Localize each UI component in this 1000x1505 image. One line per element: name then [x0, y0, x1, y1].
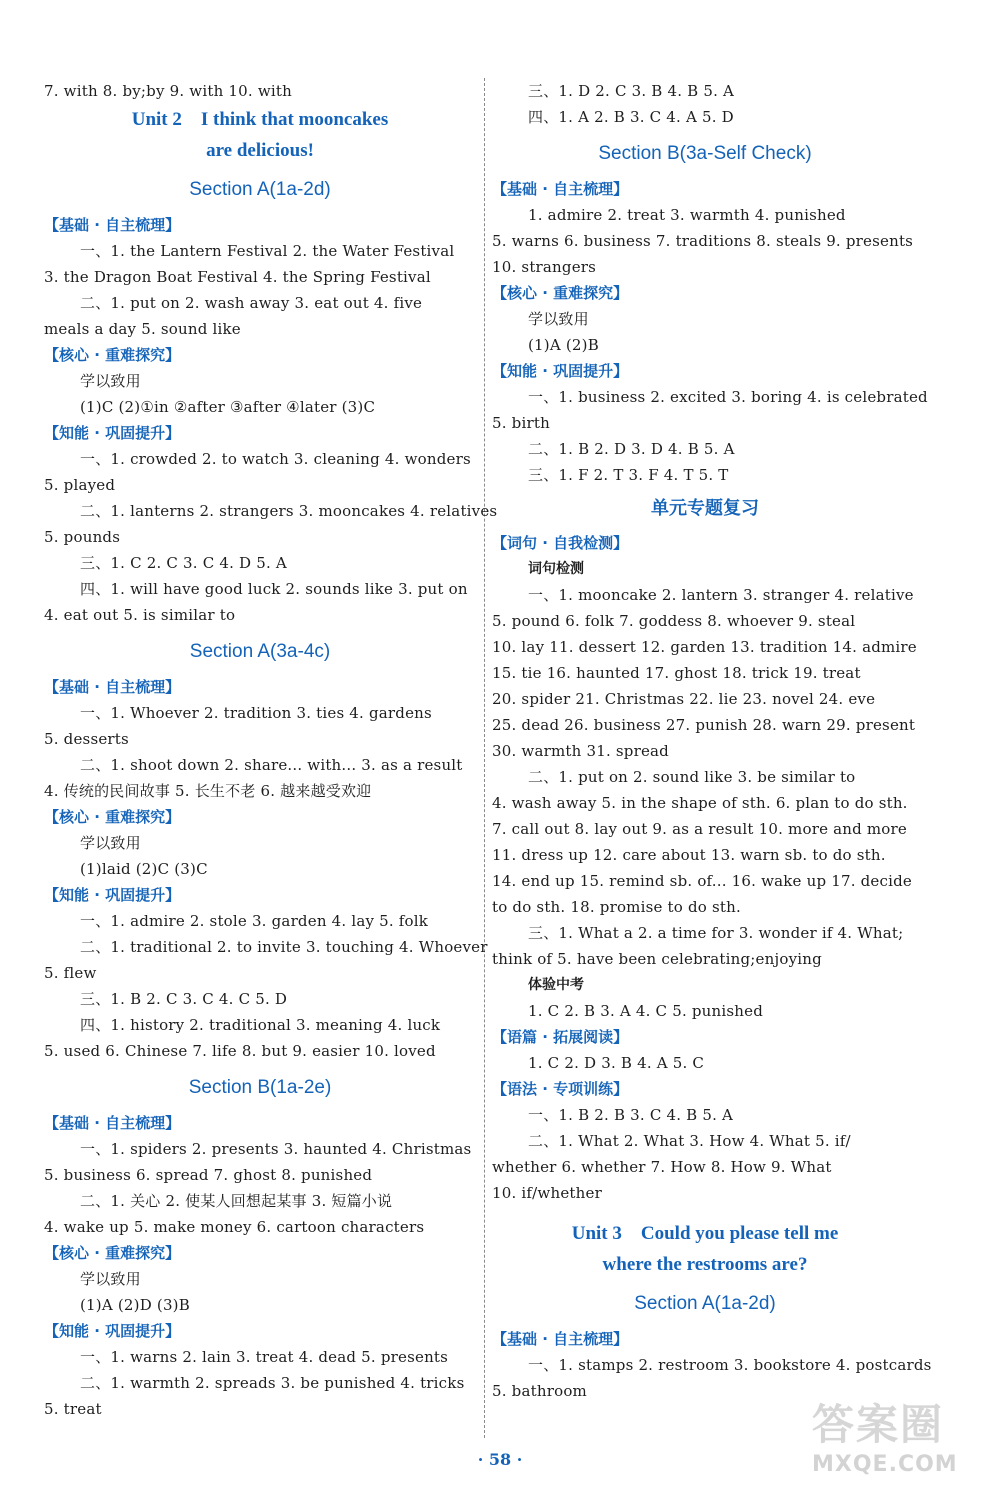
answer-line: 10. strangers — [492, 258, 597, 276]
category-tag: 【语法 · 专项训练】 — [492, 1080, 629, 1098]
answer-line: 三、1. What a 2. a time for 3. wonder if 4. What; — [528, 924, 904, 942]
answer-line: (1)laid (2)C (3)C — [80, 860, 208, 878]
answer-line: 一、1. business 2. excited 3. boring 4. is celebrated — [528, 388, 928, 406]
answer-line: whether 6. whether 7. How 8. How 9. What — [492, 1158, 832, 1176]
category-tag: 【知能 · 巩固提升】 — [492, 362, 629, 380]
answer-line: 4. 传统的民间故事 5. 长生不老 6. 越来越受欢迎 — [44, 782, 372, 800]
answer-line: 5. desserts — [44, 730, 129, 748]
watermark-url: MXQE.COM — [812, 1452, 958, 1477]
unit-review-heading: 单元专题复习 — [651, 498, 759, 519]
answer-line: 5. pound 6. folk 7. goddess 8. whoever 9. steal — [492, 612, 856, 630]
answer-line: 三、1. B 2. C 3. C 4. C 5. D — [80, 990, 288, 1008]
answer-line: 15. tie 16. haunted 17. ghost 18. trick 19. treat — [492, 664, 861, 682]
answer-line: 四、1. history 2. traditional 3. meaning 4. luck — [80, 1016, 441, 1034]
answer-line: 一、1. B 2. B 3. C 4. B 5. A — [528, 1106, 734, 1124]
answer-line: 10. lay 11. dessert 12. garden 13. tradition 14. admire — [492, 638, 917, 656]
answer-line: (1)A (2)B — [528, 336, 599, 354]
answer-line: (1)C (2)①in ②after ③after ④later (3)C — [80, 398, 376, 416]
answer-line: meals a day 5. sound like — [44, 320, 241, 338]
answer-line: 5. pounds — [44, 528, 121, 546]
answer-line: 7. call out 8. lay out 9. as a result 10. more and more — [492, 820, 907, 838]
answer-line: 二、1. What 2. What 3. How 4. What 5. if/ — [528, 1132, 851, 1150]
answer-line: 二、1. put on 2. sound like 3. be similar to — [528, 768, 856, 786]
category-tag: 【知能 · 巩固提升】 — [44, 424, 181, 442]
category-tag: 【核心 · 重难探究】 — [44, 1244, 181, 1262]
answer-line: 一、1. warns 2. lain 3. treat 4. dead 5. presents — [80, 1348, 449, 1366]
answer-line: 5. treat — [44, 1400, 102, 1418]
answer-line: 二、1. shoot down 2. share... with... 3. as a result — [80, 756, 463, 774]
category-tag: 【核心 · 重难探究】 — [44, 346, 181, 364]
answer-line: 二、1. B 2. D 3. D 4. B 5. A — [528, 440, 735, 458]
answer-line: 5. bathroom — [492, 1382, 587, 1400]
answer-line: 10. if/whether — [492, 1184, 602, 1202]
category-tag: 【知能 · 巩固提升】 — [44, 886, 181, 904]
answer-line: 14. end up 15. remind sb. of... 16. wake up 17. decide — [492, 872, 912, 890]
answer-line: 学以致用 — [80, 834, 141, 852]
category-tag: 【核心 · 重难探究】 — [492, 284, 629, 302]
right-column — [492, 78, 932, 1404]
answer-line: 一、1. crowded 2. to watch 3. cleaning 4. wonders — [80, 450, 471, 468]
answer-line: 学以致用 — [528, 310, 589, 328]
answer-line: 一、1. admire 2. stole 3. garden 4. lay 5. folk — [80, 912, 429, 930]
section-heading: Section A(3a-4c) — [189, 641, 331, 662]
answer-line: 三、1. D 2. C 3. B 4. B 5. A — [528, 82, 735, 100]
left-column — [44, 78, 498, 1422]
category-tag: 【核心 · 重难探究】 — [44, 808, 181, 826]
answer-line: 学以致用 — [80, 1270, 141, 1288]
section-heading: Section B(1a-2e) — [188, 1077, 332, 1098]
answer-line: 20. spider 21. Christmas 22. lie 23. novel 24. eve — [492, 690, 876, 708]
answer-line: 四、1. will have good luck 2. sounds like 3. put on — [80, 580, 468, 598]
unit-title: Unit 3 Could you please tell me — [571, 1223, 839, 1244]
unit-title: Unit 2 I think that mooncakes — [131, 109, 389, 130]
answer-line: 5. warns 6. business 7. traditions 8. steals 9. presents — [492, 232, 914, 250]
answer-line: 一、1. stamps 2. restroom 3. bookstore 4. postcards — [528, 1356, 932, 1374]
section-heading: Section A(1a-2d) — [189, 179, 331, 200]
category-tag: 【基础 · 自主梳理】 — [44, 216, 181, 234]
answer-line: 3. the Dragon Boat Festival 4. the Spring Festival — [44, 268, 431, 286]
answer-line: 三、1. C 2. C 3. C 4. D 5. A — [80, 554, 287, 572]
category-tag: 【基础 · 自主梳理】 — [492, 1330, 629, 1348]
category-tag: 【词句 · 自我检测】 — [492, 534, 629, 552]
unit-title: where the restrooms are? — [602, 1254, 808, 1275]
answer-line: 11. dress up 12. care about 13. warn sb. to do sth. — [492, 846, 886, 864]
watermark-logo — [812, 1392, 982, 1492]
answer-line: 一、1. Whoever 2. tradition 3. ties 4. gardens — [80, 704, 432, 722]
section-heading: Section A(1a-2d) — [634, 1293, 776, 1314]
answer-line: 二、1. lanterns 2. strangers 3. mooncakes 4. relatives — [80, 502, 498, 520]
answer-line: 5. flew — [44, 964, 97, 982]
answer-line: 5. used 6. Chinese 7. life 8. but 9. easier 10. loved — [44, 1042, 436, 1060]
answer-line: 1. C 2. D 3. B 4. A 5. C — [528, 1054, 705, 1072]
answer-line: 二、1. traditional 2. to invite 3. touching 4. Whoever — [80, 938, 488, 956]
answer-line: 1. admire 2. treat 3. warmth 4. punished — [528, 206, 846, 224]
watermark-text: 答案圈 — [812, 1400, 945, 1449]
answer-line: 4. wake up 5. make money 6. cartoon characters — [44, 1218, 425, 1236]
category-tag: 【基础 · 自主梳理】 — [44, 1114, 181, 1132]
answer-line: 4. wash away 5. in the shape of sth. 6. plan to do sth. — [492, 794, 908, 812]
answer-line: to do sth. 18. promise to do sth. — [492, 898, 741, 916]
answer-line: 一、1. mooncake 2. lantern 3. stranger 4. relative — [528, 586, 914, 604]
answer-line: 二、1. put on 2. wash away 3. eat out 4. five — [80, 294, 423, 312]
subheading: 词句检测 — [528, 561, 584, 577]
answer-line: 7. with 8. by;by 9. with 10. with — [44, 82, 292, 100]
answer-line: 三、1. F 2. T 3. F 4. T 5. T — [528, 466, 729, 484]
category-tag: 【基础 · 自主梳理】 — [492, 180, 629, 198]
answer-line: 一、1. spiders 2. presents 3. haunted 4. Christmas — [80, 1140, 472, 1158]
answer-line: 25. dead 26. business 27. punish 28. warn 29. present — [492, 716, 916, 734]
category-tag: 【基础 · 自主梳理】 — [44, 678, 181, 696]
section-heading: Section B(3a-Self Check) — [598, 143, 812, 164]
unit-title: are delicious! — [206, 140, 314, 161]
category-tag: 【知能 · 巩固提升】 — [44, 1322, 181, 1340]
answer-line: 1. C 2. B 3. A 4. C 5. punished — [528, 1002, 764, 1020]
answer-line: 5. business 6. spread 7. ghost 8. punished — [44, 1166, 373, 1184]
column-divider — [484, 78, 486, 1438]
category-tag: 【语篇 · 拓展阅读】 — [492, 1028, 629, 1046]
answer-line: think of 5. have been celebrating;enjoying — [492, 950, 822, 968]
answer-line: 二、1. 关心 2. 使某人回想起某事 3. 短篇小说 — [80, 1192, 393, 1210]
answer-line: 一、1. the Lantern Festival 2. the Water Festival — [80, 242, 455, 260]
page-number: · 58 · — [477, 1450, 523, 1469]
answer-line: 学以致用 — [80, 372, 141, 390]
answer-line: 5. played — [44, 476, 116, 494]
answer-line: 四、1. A 2. B 3. C 4. A 5. D — [528, 108, 734, 126]
subheading: 体验中考 — [528, 977, 584, 993]
answer-line: (1)A (2)D (3)B — [80, 1296, 190, 1314]
answer-line: 5. birth — [492, 414, 550, 432]
answer-line: 4. eat out 5. is similar to — [44, 606, 236, 624]
answer-line: 30. warmth 31. spread — [492, 742, 669, 760]
answer-line: 二、1. warmth 2. spreads 3. be punished 4. tricks — [80, 1374, 465, 1392]
